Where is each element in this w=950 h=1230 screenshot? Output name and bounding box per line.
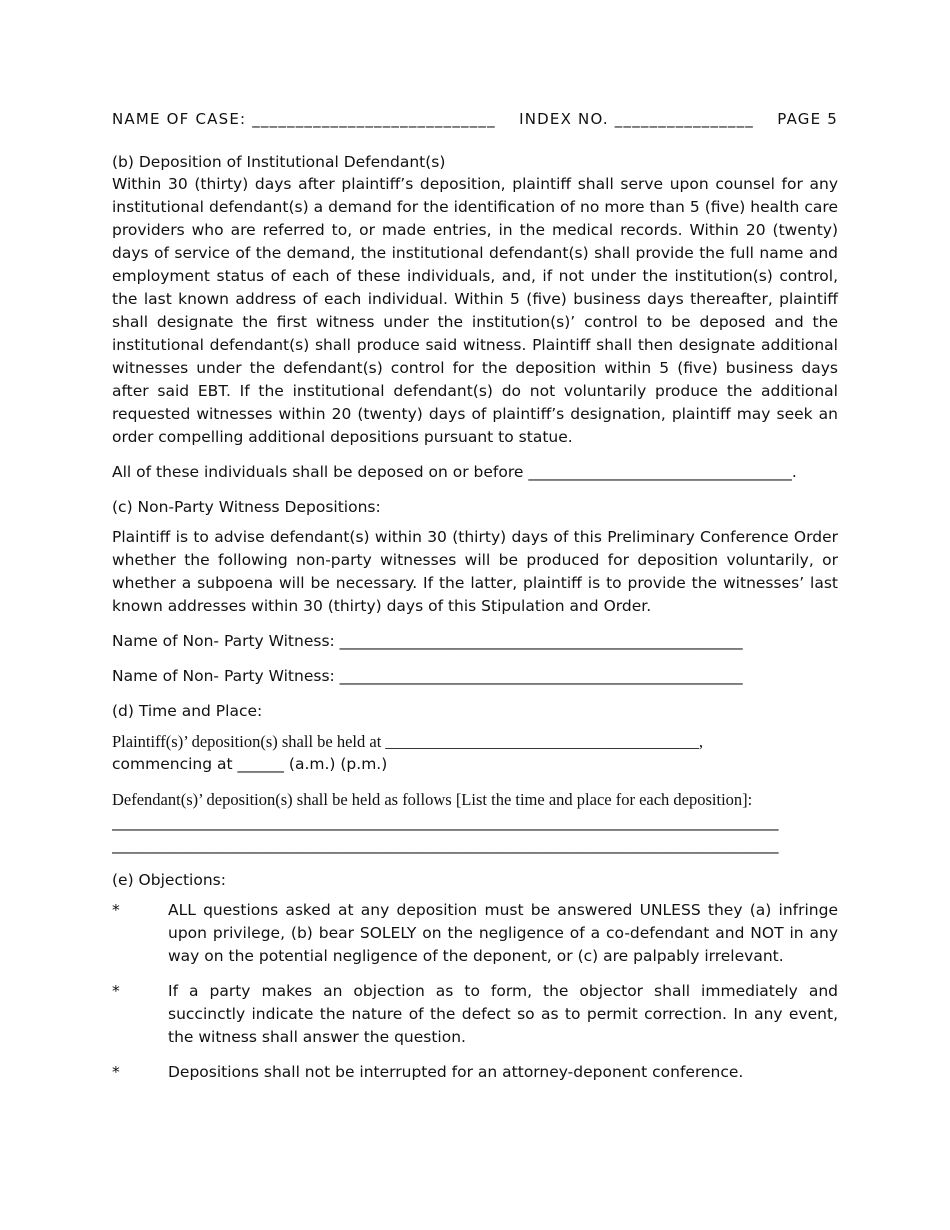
deposed-by-line: All of these individuals shall be deposed on or before __________________________________. (112, 463, 797, 481)
page-number: PAGE 5 (777, 110, 838, 128)
non-party-witness-line-1: Name of Non- Party Witness: ____________________________________________________ (112, 632, 743, 650)
defendant-blank-line-2: ______________________________________________________________________________________ (112, 836, 779, 854)
objection-text-1: ALL questions asked at any deposition must be answered UNLESS they (a) infringe upon privilege, (b) bear SOLELY on the negligence of a co-defendant and NOT in any way on the potential negligence of the deponent, or (c) are palpably irrelevant. (168, 901, 838, 965)
bullet-asterisk: * (112, 901, 120, 919)
objection-item (112, 1061, 838, 1084)
objection-item (112, 980, 838, 1049)
section-b-heading: (b) Deposition of Institutional Defendant(s) (112, 153, 446, 171)
plaintiff-deposition-time: commencing at ______ (a.m.) (p.m.) (112, 755, 388, 773)
objection-item (112, 899, 838, 968)
objection-text-3: Depositions shall not be interrupted for an attorney-deponent conference. (168, 1063, 744, 1081)
plaintiff-deposition-place: Plaintiff(s)’ deposition(s) shall be held at ______________________________________, (112, 732, 704, 751)
bullet-asterisk: * (112, 982, 120, 1000)
document-page (112, 110, 838, 1096)
section-e-heading: (e) Objections: (112, 871, 226, 889)
section-c-heading: (c) Non-Party Witness Depositions: (112, 498, 381, 516)
section-c-paragraph: Plaintiff is to advise defendant(s) within 30 (thirty) days of this Preliminary Conference Order whether the following non-party witnesses will be produced for deposition voluntarily, or whether a subpoena will be necessary. If the latter, plaintiff is to provide the witnesses’ last known addresses within 30 (thirty) days of this Stipulation and Order. (112, 528, 838, 615)
index-number-field: INDEX NO. ________________ (519, 110, 754, 128)
non-party-witness-line-2: Name of Non- Party Witness: ____________________________________________________ (112, 667, 743, 685)
bullet-asterisk: * (112, 1063, 120, 1081)
case-name-field: NAME OF CASE: ____________________________ (112, 110, 496, 128)
defendant-deposition-line: Defendant(s)’ deposition(s) shall be held as follows [List the time and place for each deposition]: (112, 790, 753, 809)
plaintiff-deposition-block (112, 730, 838, 776)
section-d-heading: (d) Time and Place: (112, 702, 263, 720)
page-header (112, 110, 838, 128)
defendant-blank-line-1: ______________________________________________________________________________________ (112, 813, 779, 831)
defendant-deposition-block (112, 788, 838, 857)
objection-text-2: If a party makes an objection as to form, the objector shall immediately and succinctly indicate the nature of the defect so as to permit correction. In any event, the witness shall answer the question. (168, 982, 838, 1046)
section-b-paragraph: Within 30 (thirty) days after plaintiff’s deposition, plaintiff shall serve upon counsel for any institutional defendant(s) a demand for the identification of no more than 5 (five) health care providers who are referred to, or made entries, in the medical records. Within 20 (twenty) days of service of the demand, the institutional defendant(s) shall provide the full name and employment status of each of these individuals, and, if not under the institution(s) control, the last known address of each individual. Within 5 (five) business days thereafter, plaintiff shall designate the first witness under the institution(s)’ control to be deposed and the institutional defendant(s) shall produce said witness. Plaintiff shall then designate additional witnesses under the defendant(s) control for the deposition within 5 (five) business days after said EBT. If the institutional defendant(s) do not voluntarily produce the additional requested witnesses within 20 (twenty) days of plaintiff’s designation, plaintiff may seek an order compelling additional depositions pursuant to statue. (112, 175, 838, 446)
